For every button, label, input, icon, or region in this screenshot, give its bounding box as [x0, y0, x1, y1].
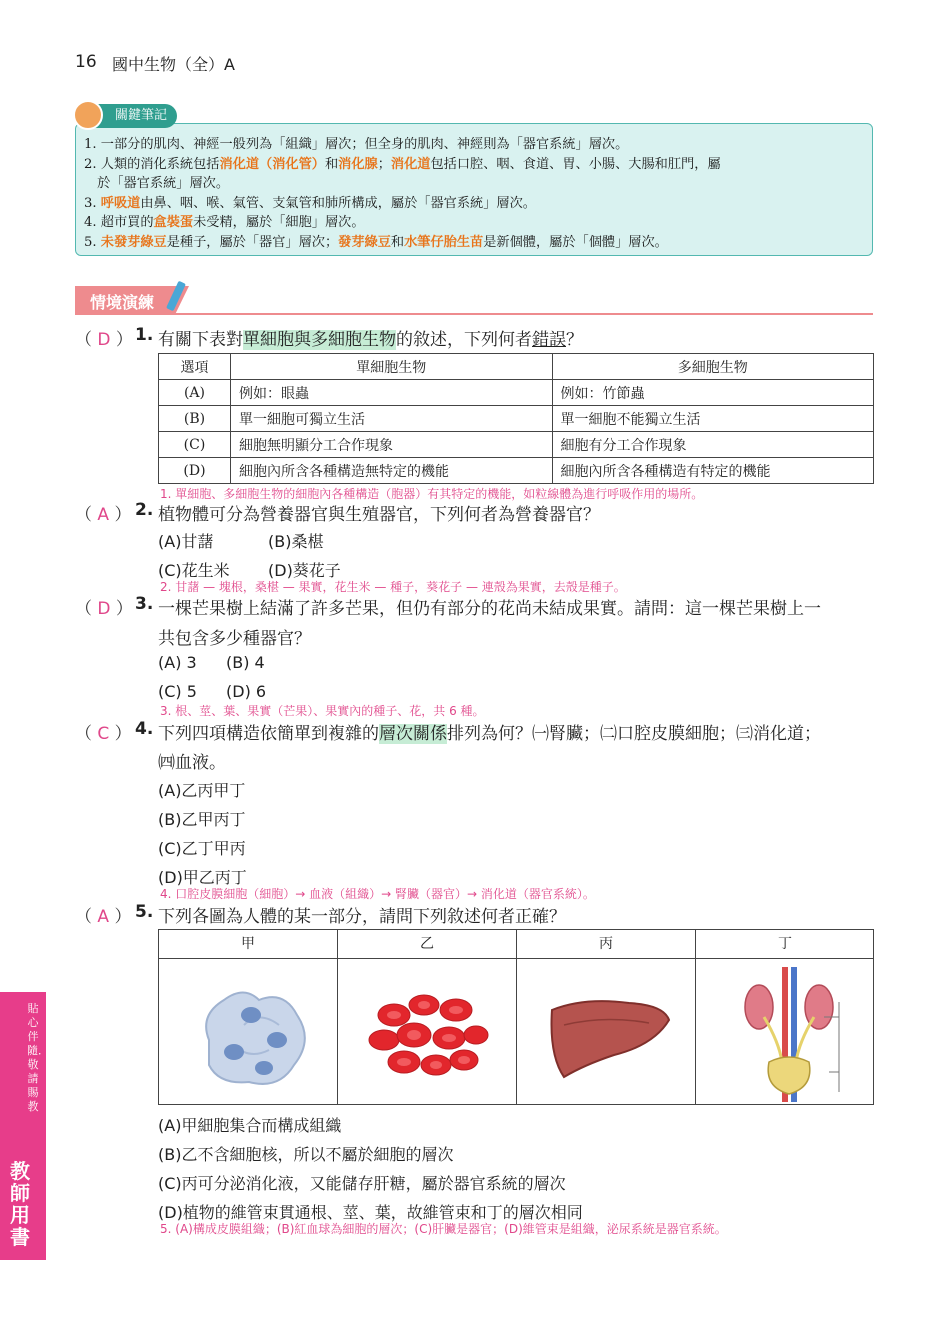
table-cell: 細胞有分工合作現象 [552, 432, 874, 458]
table-cell: 細胞無明顯分工合作現象 [231, 432, 553, 458]
table-cell: (D) [159, 458, 231, 484]
q2-option-d: (D)葵花子 [268, 561, 341, 580]
table-header-row [159, 354, 874, 380]
side-tab-caption: 貼心伴隨．敬請賜教 [27, 1002, 49, 1113]
table-header: 單細胞生物 [231, 354, 553, 380]
q4-option-a: (A)乙丙甲丁 [158, 781, 246, 800]
note-text: 是新個體，屬於「個體」層次。 [483, 235, 668, 250]
q1-text: 有關下表對單細胞與多細胞生物的敘述，下列何者錯誤？ [158, 330, 583, 350]
q3-text-line2: 共包含多少種器官？ [158, 629, 311, 649]
note-text: 2. 人類的消化系統包括 [84, 157, 220, 172]
page-number: 16 [75, 52, 97, 72]
q3-option-a: (A) 3 [158, 653, 197, 672]
q2-option-b: (B)桑椹 [268, 532, 324, 551]
q2-explanation: 2. 甘藷 — 塊根，桑椹 — 果實，花生米 — 種子，葵花子 — 連殼為果實，去殼是種子。 [160, 580, 626, 594]
mascot-icon [73, 100, 103, 130]
table-cell: 例如：竹節蟲 [552, 380, 874, 406]
q2-option-a: (A)甘藷 [158, 532, 214, 551]
q5-option-a: (A)甲細胞集合而構成組織 [158, 1116, 342, 1135]
table-row [159, 380, 874, 406]
key-note-line [84, 172, 229, 191]
table-cell: (C) [159, 432, 231, 458]
q3-option-b: (B) 4 [226, 653, 265, 672]
note-text: 是種子，屬於「器官」層次； [166, 235, 339, 250]
key-term: 呼吸道 [100, 196, 141, 211]
q3-option-c: (C) 5 [158, 682, 197, 701]
note-text: 由鼻、咽、喉、氣管、支氣管和肺所構成，屬於「器官系統」層次。 [140, 196, 536, 211]
table-cell: 例如：眼蟲 [231, 380, 553, 406]
urinary-system-icon [734, 962, 844, 1102]
q5-figure-table [158, 929, 874, 1105]
note-text: 3. [84, 196, 101, 211]
q3-explanation: 3. 根、莖、葉、果實（芒果）、果實內的種子、花，共 6 種。 [160, 704, 485, 718]
table-cell: 單一細胞可獨立生活 [231, 406, 553, 432]
key-note-line [84, 153, 721, 172]
table-cell: 單一細胞不能獨立生活 [552, 406, 874, 432]
note-text: 未受精，屬於「細胞」層次。 [193, 215, 365, 230]
q5-explanation: 5. (A)構成皮膜組織；(B)紅血球為細胞的層次；(C)肝臟是器官；(D)維管束是組織，泌尿系統是器官系統。 [160, 1222, 727, 1236]
q1-number: 1. [135, 325, 154, 345]
q3-option-d: (D) 6 [226, 682, 267, 701]
q5-answer: （ A ） [75, 907, 132, 927]
q3-text-line1: 一棵芒果樹上結滿了許多芒果，但仍有部分的花尚未結成果實。請問：這一棵芒果樹上一 [158, 599, 821, 619]
table-row [159, 406, 874, 432]
section-title: 情境演練 [90, 293, 155, 312]
figure-header-yi: 乙 [338, 930, 516, 959]
key-term: 消化腺 [338, 157, 378, 172]
table-cell: 細胞內所含各種構造有特定的機能 [552, 458, 874, 484]
key-note-line [84, 192, 536, 211]
q2-option-c: (C)花生米 [158, 561, 230, 580]
key-term: 盒裝蛋 [153, 215, 194, 230]
figure-header-jia: 甲 [159, 930, 337, 959]
q2-text: 植物體可分為營養器官與生殖器官，下列何者為營養器官？ [158, 505, 600, 525]
q4-explanation: 4. 口腔皮膜細胞（細胞）→ 血液（組織）→ 腎臟（器官）→ 消化道（器官系統）。 [160, 887, 595, 901]
key-term: 發芽綠豆 [338, 235, 391, 250]
table-row [159, 458, 874, 484]
note-text: 和 [390, 235, 405, 250]
q5-option-c: (C)丙可分泌消化液，又能儲存肝糖，屬於器官系統的層次 [158, 1174, 566, 1193]
figure-header-ding: 丁 [696, 930, 874, 959]
note-text: ； [377, 157, 391, 172]
q4-text-line2: ㈣血液。 [158, 753, 226, 773]
liver-icon [544, 985, 674, 1085]
side-tab-title: 教師用書 [10, 1159, 30, 1249]
key-note-line [84, 133, 628, 152]
q5-option-b: (B)乙不含細胞核，所以不屬於細胞的層次 [158, 1145, 454, 1164]
note-text: 包括口腔、咽、食道、胃、小腸、大腸和肛門，屬 [430, 157, 721, 172]
q1-table [158, 353, 874, 484]
table-header: 選項 [159, 354, 231, 380]
table-cell: (B) [159, 406, 231, 432]
key-note-line [84, 211, 365, 230]
note-text: 和 [324, 157, 339, 172]
key-term: 未發芽綠豆 [100, 235, 167, 250]
note-text: 1. 一部分的肌肉、神經一般列為「組織」層次；但全身的肌肉、神經則為「器官系統」層次。 [84, 137, 629, 152]
epithelial-cells-icon [189, 970, 319, 1100]
q1-explanation: 1. 單細胞、多細胞生物的細胞內各種構造（胞器）有其特定的機能，如粒線體為進行呼吸作用的場所。 [160, 487, 704, 501]
table-cell: 細胞內所含各種構造無特定的機能 [231, 458, 553, 484]
q4-option-b: (B)乙甲丙丁 [158, 810, 246, 829]
key-notes-label: 關鍵筆記 [83, 104, 177, 128]
key-term: 消化道（消化管） [219, 157, 325, 172]
q4-answer: （ C ） [75, 724, 132, 744]
q5-option-d: (D)植物的維管束貫通根、莖、葉，故維管束和丁的層次相同 [158, 1203, 583, 1222]
table-header: 多細胞生物 [552, 354, 874, 380]
q5-number: 5. [135, 902, 154, 922]
section-divider [75, 313, 873, 315]
key-term: 水筆仔胎生苗 [404, 235, 484, 250]
table-cell: (A) [159, 380, 231, 406]
table-row [159, 432, 874, 458]
q4-option-c: (C)乙丁甲丙 [158, 839, 246, 858]
book-title: 國中生物（全）A [112, 55, 235, 74]
note-text: 5. [84, 235, 101, 250]
q3-number: 3. [135, 594, 154, 614]
q4-number: 4. [135, 719, 154, 739]
q4-text-line1: 下列四項構造依簡單到複雜的層次關係排列為何？㈠腎臟；㈡口腔皮膜細胞；㈢消化道； [158, 724, 821, 744]
key-term: 消化道 [390, 157, 431, 172]
q2-answer: （ A ） [75, 505, 132, 525]
q3-answer: （ D ） [75, 599, 133, 619]
key-note-line [84, 231, 668, 250]
note-text: 於「器官系統」層次。 [84, 176, 230, 191]
figure-header-bing: 丙 [517, 930, 695, 959]
note-text: 4. 超市買的 [84, 215, 154, 230]
q1-answer: （ D ） [75, 330, 133, 350]
q4-option-d: (D)甲乙丙丁 [158, 868, 247, 887]
red-blood-cells-icon [364, 980, 494, 1090]
q5-text: 下列各圖為人體的某一部分，請問下列敘述何者正確？ [158, 907, 566, 927]
q2-number: 2. [135, 500, 154, 520]
